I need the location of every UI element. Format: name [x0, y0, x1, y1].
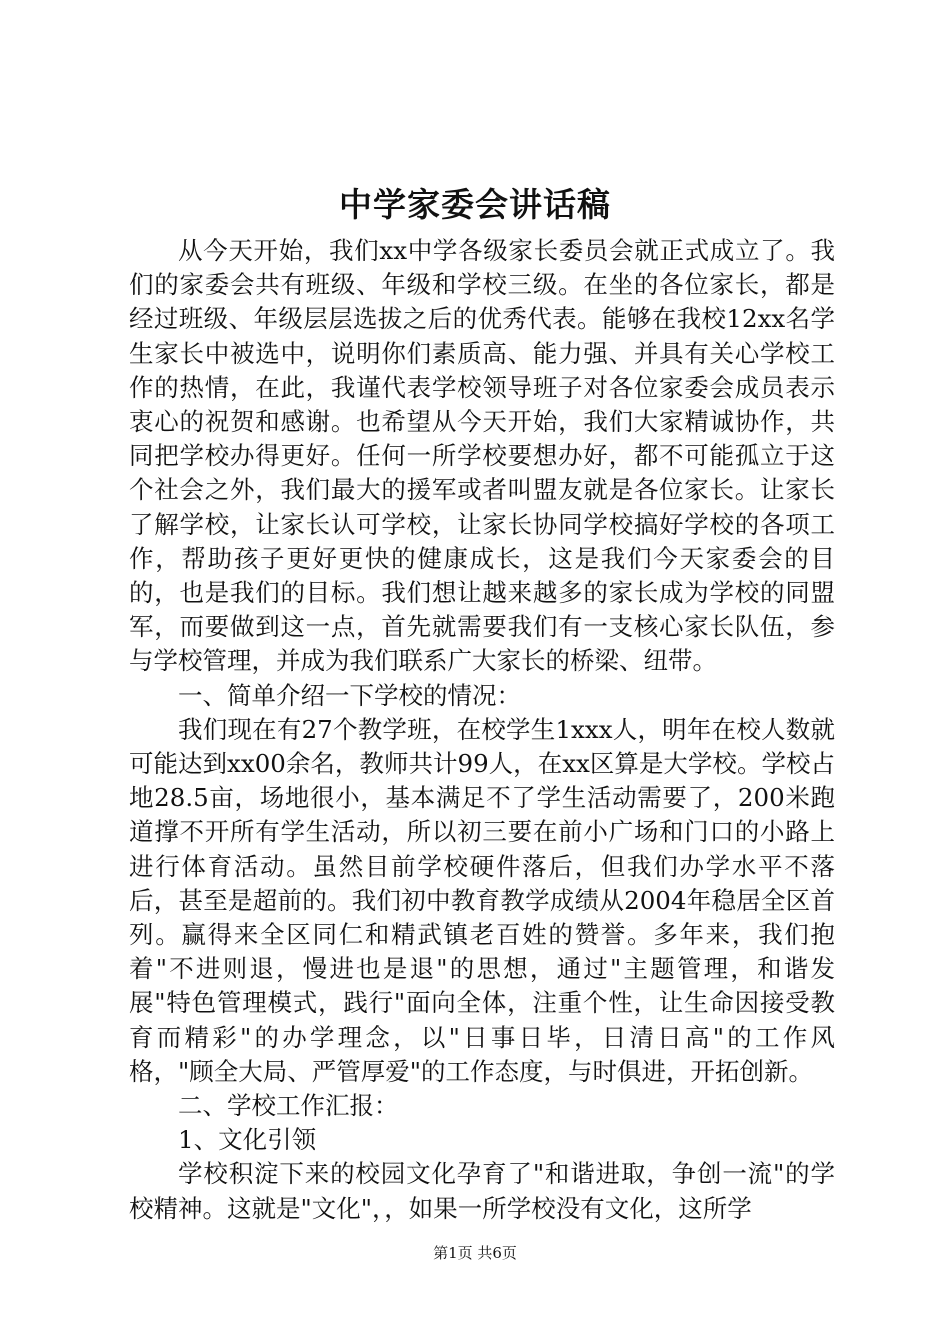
page-number-footer: 第1页 共6页 — [433, 1244, 517, 1262]
subheading-culture: 1、文化引领 — [178, 1125, 317, 1155]
document-title: 中学家委会讲话稿 — [339, 185, 611, 224]
document-body — [129, 234, 835, 1226]
paragraph-intro: 从今天开始，我们xx中学各级家长委员会就正式成立了。我们的家委会共有班级、年级和学校三级。在坐的各位家长，都是经过班级、年级层层选拔之后的优秀代表。能够在我校12xx名学生家长中被选中，说明你们素质高、能力强、并具有关心学校工作的热情，在此，我谨代表学校领导班子对各位家委会成员表示衷心的祝贺和感谢。也希望从今天开始，我们大家精诚协作，共同把学校办得更好。任何一所学校要想办好，都不可能孤立于这个社会之外，我们最大的援军或者叫盟友就是各位家长。让家长了解学校，让家长认可学校，让家长协同学校搞好学校的各项工作，帮助孩子更好更快的健康成长，这是我们今天家委会的目的，也是我们的目标。我们想让越来越多的家长成为学校的同盟军，而要做到这一点，首先就需要我们有一支核心家长队伍，参与学校管理，并成为我们联系广大家长的桥梁、纽带。 — [129, 236, 835, 676]
paragraph-school-overview: 我们现在有27个教学班，在校学生1xxx人，明年在校人数就可能达到xx00余名，教师共计99人，在xx区算是大学校。学校占地28.5亩，场地很小，基本满足不了学生活动需要了，200米跑道撑不开所有学生活动，所以初三要在前小广场和门口的小路上进行体育活动。虽然目前学校硬件落后，但我们办学水平不落后，甚至是超前的。我们初中教育教学成绩从2004年稳居全区首列。赢得来全区同仁和精武镇老百姓的赞誉。多年来，我们抱着"不进则退，慢进也是退"的思想，通过"主题管理，和谐发展"特色管理模式，践行"面向全体，注重个性，让生命因接受教育而精彩"的办学理念，以"日事日毕，日清日高"的工作风格，"顾全大局、严管厚爱"的工作态度，与时俱进，开拓创新。 — [129, 714, 835, 1086]
paragraph-culture: 学校积淀下来的校园文化孕育了"和谐进取，争创一流"的学校精神。这就是"文化"，，如果一所学校没有文化，这所学 — [129, 1159, 835, 1223]
section-heading-school-overview: 一、简单介绍一下学校的情况： — [178, 680, 521, 710]
section-heading-work-report: 二、学校工作汇报： — [178, 1091, 399, 1121]
